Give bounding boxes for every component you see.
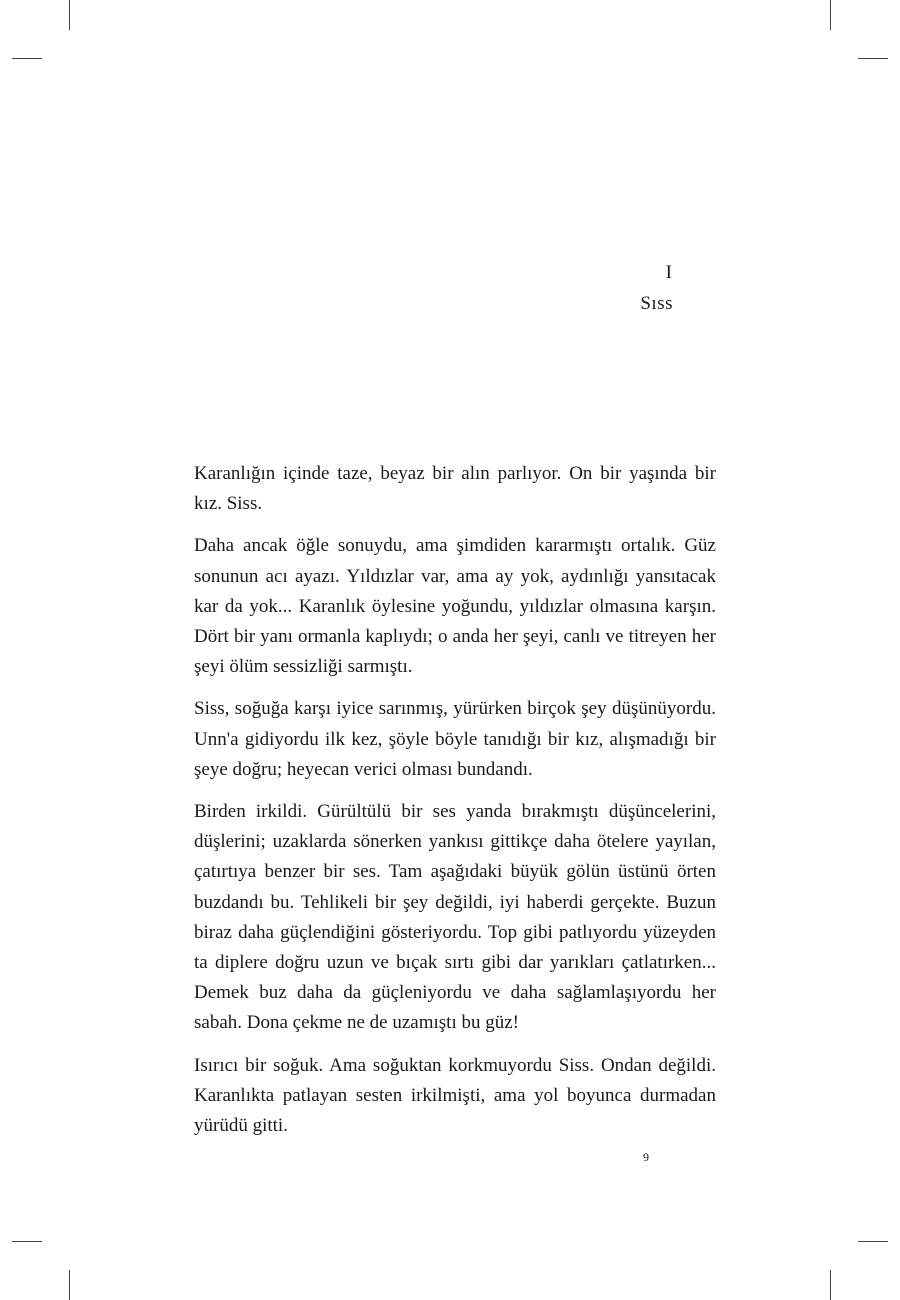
page-number: 9 xyxy=(643,1150,649,1164)
crop-mark-top-right-vertical xyxy=(830,0,831,30)
crop-mark-bottom-right-horizontal xyxy=(858,1241,888,1242)
crop-mark-bottom-left-vertical xyxy=(69,1270,70,1300)
body-text xyxy=(194,459,716,1153)
crop-mark-bottom-right-vertical xyxy=(830,1270,831,1300)
chapter-number: I xyxy=(665,262,673,283)
paragraph: Siss, soğuğa karşı iyice sarınmış, yürürken birçok şey düşünüyordu. Unn'a gidiyordu ilk kez, şöyle böyle tanıdığı bir kız, alışmadığı bir şeye doğru; heyecan verici olması bundandı. xyxy=(194,698,716,780)
crop-mark-top-left-vertical xyxy=(69,0,70,30)
chapter-title: Sıss xyxy=(640,293,673,314)
crop-mark-top-right-horizontal xyxy=(858,58,888,59)
crop-mark-top-left-horizontal xyxy=(12,58,42,59)
crop-mark-bottom-left-horizontal xyxy=(12,1241,42,1242)
paragraph: Birden irkildi. Gürültülü bir ses yanda bırakmıştı düşüncelerini, düşlerini; uzaklarda sönerken yankısı gittikçe daha ötelere yayılan, çatırtıya benzer bir ses. Tam aşağıdaki büyük gölün üstünü örten buzdandı bu. Tehlikeli bir şey değildi, iyi haberdi gerçekte. Buzun biraz daha güçlendiğini gösteriyordu. Top gibi patlıyordu yüzeyden ta diplere doğru uzun ve bıçak sırtı gibi dar yarıkları çatlatırken... Demek buz daha da güçleniyordu ve daha sağlamlaşıyordu her sabah. Dona çekme ne de uzamıştı bu güz! xyxy=(194,801,716,1034)
paragraph: Karanlığın içinde taze, beyaz bir alın parlıyor. On bir yaşında bir kız. Siss. xyxy=(194,463,716,515)
paragraph: Daha ancak öğle sonuydu, ama şimdiden kararmıştı ortalık. Güz sonunun acı ayazı. Yıldızlar var, ama ay yok, aydınlığı yansıtacak kar da yok... Karanlık öylesine yoğundu, yıldızlar olmasına karşın. Dört bir yanı ormanla kaplıydı; o anda her şeyi, canlı ve titreyen her şeyi ölüm sessizliği sarmıştı. xyxy=(194,535,716,678)
paragraph: Isırıcı bir soğuk. Ama soğuktan korkmuyordu Siss. Ondan değildi. Karanlıkta patlayan sesten irkilmişti, ama yol boyunca durmadan yürüdü gitti. xyxy=(194,1054,716,1137)
